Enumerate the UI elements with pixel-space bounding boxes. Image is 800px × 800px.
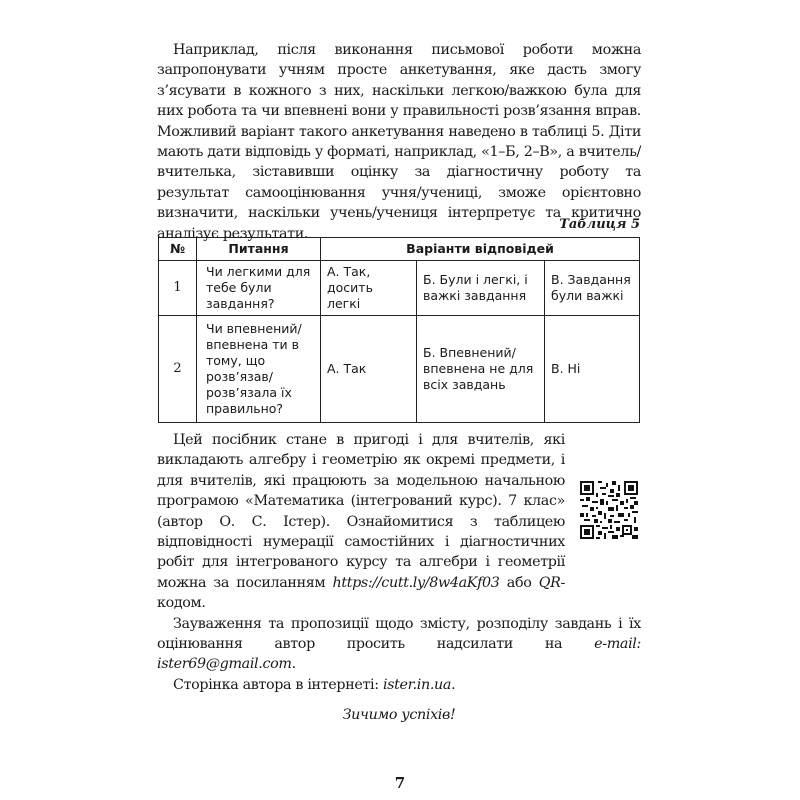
table-caption: Таблиця 5 — [559, 217, 640, 232]
survey-table — [158, 237, 640, 423]
row-question: Чи впевнений/ впевнена ти в тому, що розв’язав/ розв’язала їх правильно? — [197, 316, 321, 423]
page-number: 7 — [394, 774, 406, 792]
shortlink[interactable]: https://cutt.ly/8w4aKf03 — [332, 574, 500, 591]
header-number: № — [159, 238, 197, 261]
remarks-paragraph — [157, 614, 641, 675]
guide-end: -кодом. — [157, 574, 565, 612]
table-header-row — [159, 238, 640, 261]
site-end: . — [451, 676, 456, 693]
lower-text — [157, 430, 641, 726]
answer-b: Б. Були і легкі, і важкі завдання — [417, 261, 545, 316]
answer-a: А. Так — [321, 316, 417, 423]
row-number: 1 — [159, 261, 197, 316]
site-link[interactable]: ister.in.ua — [382, 676, 452, 693]
guide-paragraph — [157, 430, 565, 614]
remarks-text: Зауваження та пропозиції щодо змісту, розподілу завдань і їх оцінювання автор просить надсилати на — [157, 615, 641, 653]
remarks-end: . — [291, 656, 296, 673]
site-paragraph — [157, 675, 641, 695]
guide-or: або — [506, 574, 532, 591]
row-question: Чи легкими для тебе були завдання? — [197, 261, 321, 316]
table-row — [159, 261, 640, 316]
qr-code-icon[interactable] — [580, 481, 638, 539]
qr-word: QR — [538, 574, 561, 591]
header-answers: Варіанти відповідей — [321, 238, 640, 261]
answer-a: А. Так, досить легкі — [321, 261, 417, 316]
answer-c: В. Завдання були важкі — [545, 261, 640, 316]
closing-line: Зичимо успіхів! — [342, 707, 456, 724]
site-label: Сторінка автора в інтернеті: — [173, 676, 379, 693]
header-question: Питання — [197, 238, 321, 261]
row-number: 2 — [159, 316, 197, 423]
guide-text: Цей посібник стане в пригоді і для вчителів, які викладають алгебру і геометрію як окремі предмети, і для вчителів, які працюють за модельною начальною програмою «Математика (інтегрований курс). 7 клас» (автор О. С. Істер). Ознайомитися з таблицею відповідності нумерації самостійних і діагностичних робіт для інтегрованого курсу та алгебри і геометрії можна за посиланням — [157, 432, 565, 591]
email-link[interactable]: ister69@gmail.com — [157, 656, 292, 673]
table-row — [159, 316, 640, 423]
answer-b: Б. Впевнений/ впевнена не для всіх завдань — [417, 316, 545, 423]
answer-c: В. Ні — [545, 316, 640, 423]
intro-paragraph: Наприклад, після виконання письмової роботи можна запропонувати учням просте анкетування, яке дасть змогу з’ясувати в кожного з них, наскільки легкою/важкою була для них робота та чи впевнені вони у правильності розв’язання вправ. Можливий варіант такого анкетування наведено в таблиці 5. Діти мають дати відповідь у форматі, наприклад, «1–Б, 2–В», а вчитель/вчителька, зіставивши оцінку за діагностичну роботу та результат самооцінювання учня/учениці, зможе орієнтовно визначити, наскільки учень/учениця інтерпретує та критично аналізує результати. — [157, 42, 641, 242]
email-label: e-mail: — [594, 636, 641, 653]
